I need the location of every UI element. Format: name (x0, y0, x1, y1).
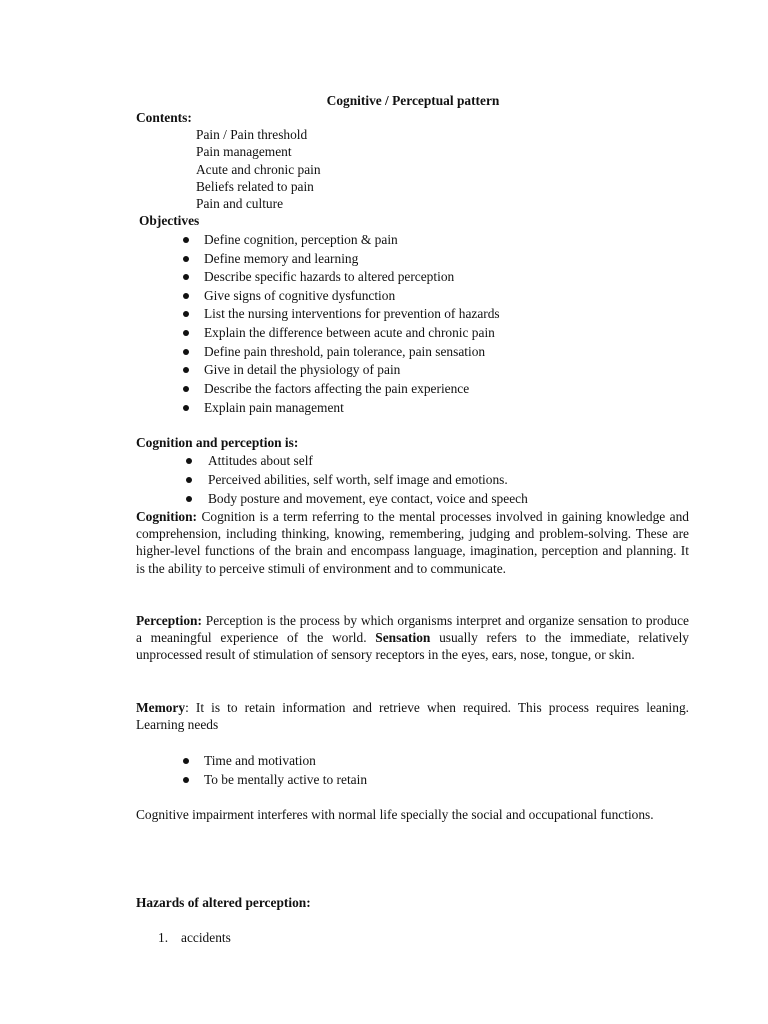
objective-item: Define memory and learning (204, 251, 359, 266)
bullet-icon (183, 293, 189, 299)
bullet-icon (183, 758, 189, 764)
bullet-icon (183, 237, 189, 243)
bullet-icon (183, 311, 189, 317)
bullet-icon (186, 458, 192, 464)
objective-item: Give signs of cognitive dysfunction (204, 288, 396, 303)
contents-item: Pain management (196, 144, 292, 159)
impairment-paragraph: Cognitive impairment interferes with normal life specially the social and occupational functions. (136, 807, 654, 822)
cognition-perception-item: Body posture and movement, eye contact, voice and speech (208, 491, 528, 506)
hazard-item: accidents (181, 930, 231, 945)
contents-item: Acute and chronic pain (196, 162, 321, 177)
bullet-icon (183, 349, 189, 355)
cognition-text: Cognition is a term referring to the mental processes involved in gaining knowledge and comprehension, including thinking, knowing, remembering, judging and problem-solving. These are higher-level functions of the brain and encompass language, imagination, perception and planning. It is the ability to perceive stimuli of environment and to communicate. (136, 509, 689, 576)
bullet-icon (183, 386, 189, 392)
perception-text: Perception is the process by which organisms interpret and organize sensation to produce a meaningful experience of the world. (136, 613, 689, 646)
bullet-icon (183, 777, 189, 783)
objective-item: Describe specific hazards to altered perception (204, 269, 455, 284)
objective-item: Describe the factors affecting the pain experience (204, 381, 470, 396)
memory-term: Memory (136, 700, 186, 715)
objective-item: Give in detail the physiology of pain (204, 362, 401, 377)
contents-item: Pain and culture (196, 196, 284, 211)
page-title: Cognitive / Perceptual pattern (326, 93, 500, 108)
cognition-perception-item: Attitudes about self (208, 453, 313, 468)
memory-text: : It is to retain information and retrieve when required. This process requires leaning. Learning needs (136, 700, 689, 733)
objective-item: Define pain threshold, pain tolerance, pain sensation (204, 344, 486, 359)
objectives-heading: Objectives (139, 213, 200, 228)
hazards-heading: Hazards of altered perception: (136, 895, 311, 910)
perception-paragraph (136, 612, 689, 664)
cognition-term: Cognition: (136, 509, 198, 524)
contents-heading: Contents: (136, 110, 192, 125)
contents-item: Beliefs related to pain (196, 179, 314, 194)
bullet-icon (186, 496, 192, 502)
objective-item: Explain the difference between acute and chronic pain (204, 325, 495, 340)
sensation-text: usually refers to the immediate, relatively unprocessed result of stimulation of sensory receptors in the eyes, ears, nose, tongue, or skin. (136, 630, 689, 663)
bullet-icon (186, 477, 192, 483)
objective-item: Define cognition, perception & pain (204, 232, 398, 247)
cognition-paragraph (136, 508, 689, 577)
memory-paragraph (136, 699, 689, 733)
hazard-item-number: 1. (158, 930, 169, 945)
bullet-icon (183, 405, 189, 411)
cognition-perception-item: Perceived abilities, self worth, self image and emotions. (208, 472, 508, 487)
bullet-icon (183, 256, 189, 262)
cognition-perception-heading: Cognition and perception is: (136, 435, 299, 450)
objective-item: List the nursing interventions for prevention of hazards (204, 306, 500, 321)
memory-item: Time and motivation (204, 753, 316, 768)
bullet-icon (183, 274, 189, 280)
objective-item: Explain pain management (204, 400, 344, 415)
memory-item: To be mentally active to retain (204, 772, 368, 787)
sensation-term: Sensation (375, 630, 431, 646)
perception-term: Perception: (136, 613, 202, 628)
bullet-icon (183, 367, 189, 373)
bullet-icon (183, 330, 189, 336)
contents-item: Pain / Pain threshold (196, 127, 308, 142)
